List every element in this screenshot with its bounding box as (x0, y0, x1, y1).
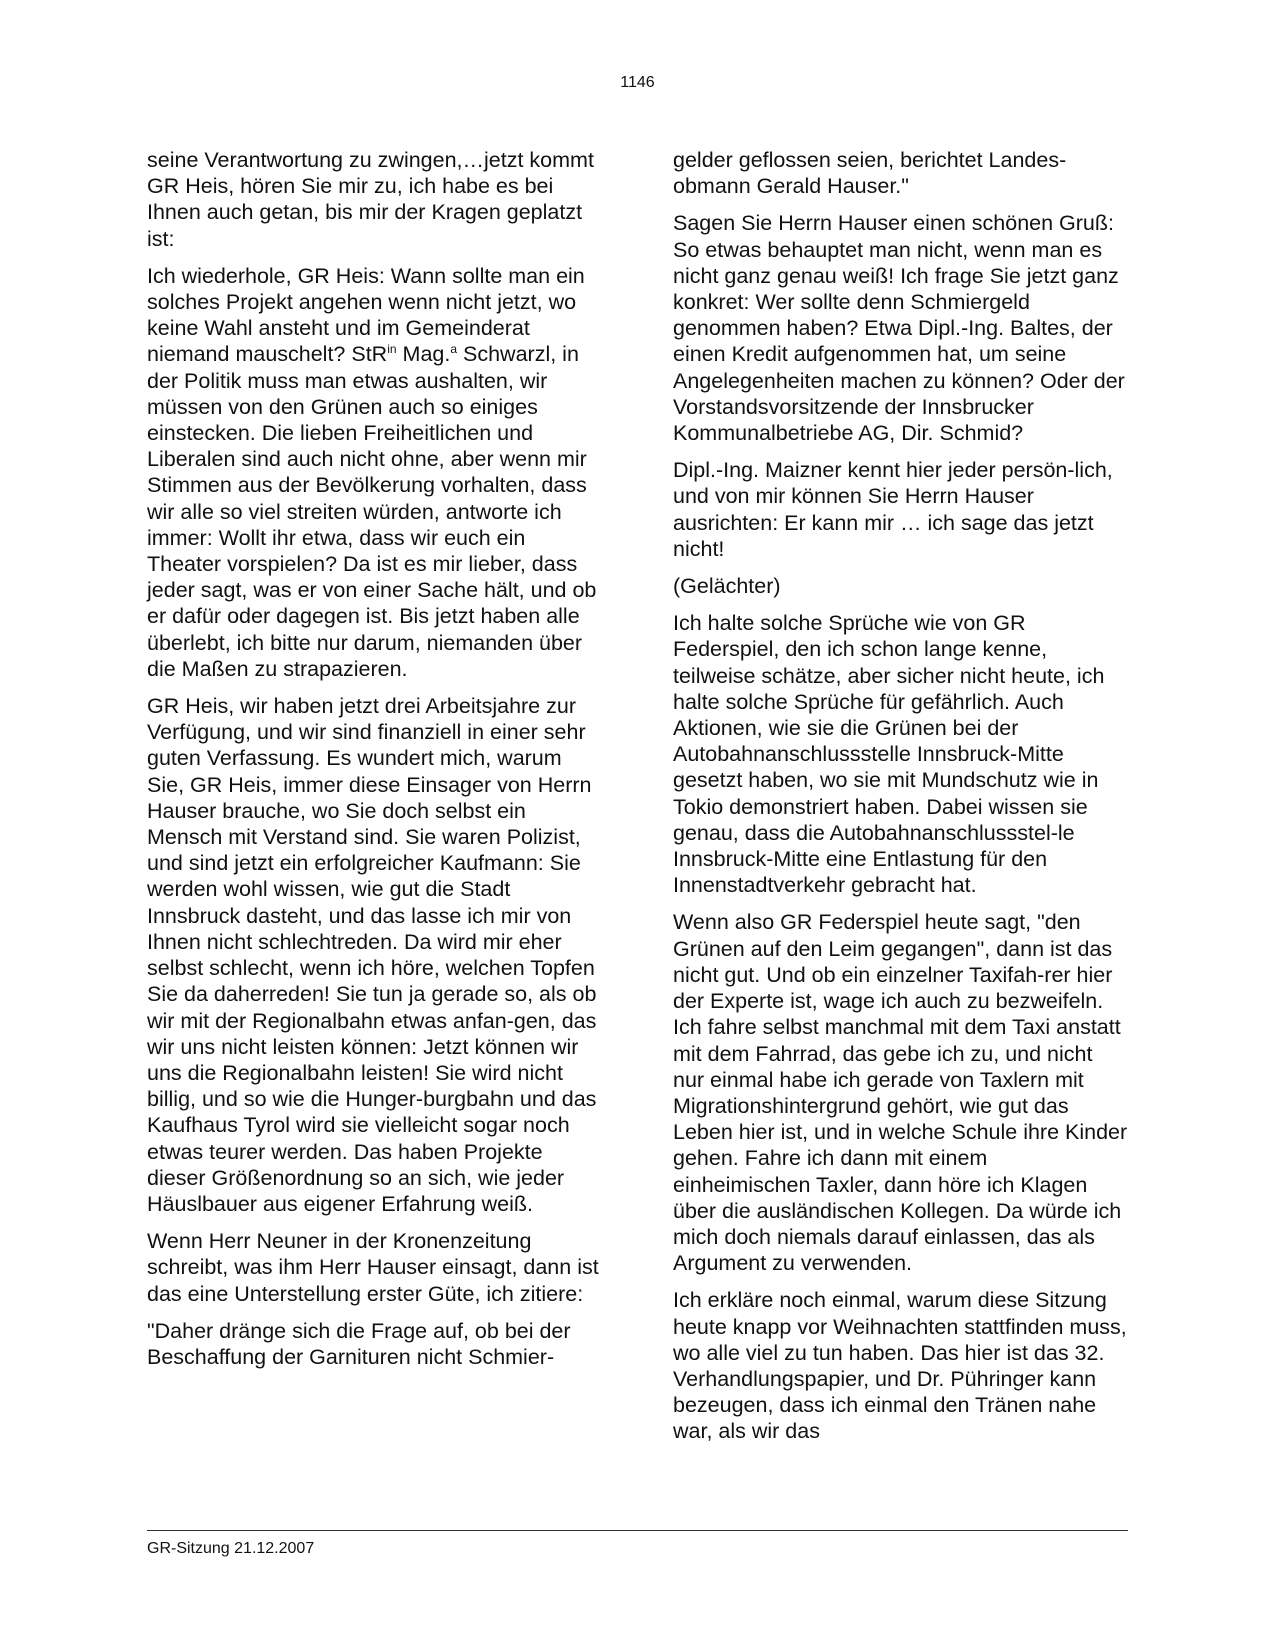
superscript: in (387, 342, 397, 357)
page-number: 1146 (620, 74, 655, 91)
paragraph: seine Verantwortung zu zwingen,…jetzt kommt GR Heis, hören Sie mir zu, ich habe es bei Ihnen auch getan, bis mir der Kragen geplatzt ist: (147, 148, 594, 251)
paragraph: Wenn Herr Neuner in der Kronenzeitung schreibt, was ihm Herr Hauser einsagt, dann ist das eine Unterstellung erster Güte, ich zitiere: (147, 1229, 599, 1306)
paragraph: gelder geflossen seien, berichtet Landes-obmann Gerald Hauser." (673, 148, 1067, 199)
paragraph-text: Ich wiederhole, GR Heis: Wann sollte man ein solches Projekt angehen wenn nicht jetzt, wo keine Wahl ansteht und im Gemeinderat niemand mauschelt? StR (147, 263, 585, 367)
paragraph: Wenn also GR Federspiel heute sagt, "den Grünen auf den Leim gegangen", dann ist das nicht gut. Und ob ein einzelner Taxifah-rer hier der Experte ist, wage ich auch zu bezweifeln. Ich fahre selbst manchmal mit dem Taxi anstatt mit dem Fahrrad, das gebe ich zu, und nicht nur einmal habe ich gerade von Taxlern mit Migrationshintergrund gehört, wie gut das Leben hier ist, und in welche Schule ihre Kinder gehen. Fahre ich dann mit einem einheimischen Taxler, dann höre ich Klagen über die ausländischen Kollegen. Da würde ich mich doch niemals darauf einlassen, das als Argument zu verwenden. (673, 910, 1128, 1276)
footer-divider (147, 1530, 1128, 1531)
paragraph: (Gelächter) (673, 574, 781, 599)
right-column (673, 147, 1128, 1456)
paragraph: Ich erkläre noch einmal, warum diese Sitzung heute knapp vor Weihnachten stattfinden muss, wo alle viel zu tun haben. Das hier ist das 32. Verhandlungspapier, und Dr. Pühringer kann bezeugen, dass ich einmal den Tränen nahe war, als wir das (673, 1288, 1127, 1444)
footer-session-date: GR-Sitzung 21.12.2007 (147, 1540, 315, 1557)
paragraph-text: Mag. (396, 342, 451, 367)
superscript: a (450, 342, 458, 357)
paragraph: Ich halte solche Sprüche wie von GR Federspiel, den ich schon lange kenne, teilweise schätze, aber sicher nicht heute, ich halte solche Sprüche für gefährlich. Auch Aktionen, wie sie die Grünen bei der Autobahnanschlussstelle Innsbruck-Mitte gesetzt haben, wo sie mit Mundschutz wie in Tokio demonstriert haben. Dabei wissen sie genau, dass die Autobahnanschlussstel-le Innsbruck-Mitte eine Entlastung für den Innenstadtverkehr gebracht hat. (673, 611, 1105, 898)
left-column (147, 147, 602, 1381)
paragraph: GR Heis, wir haben jetzt drei Arbeitsjahre zur Verfügung, und wir sind finanziell in einer sehr guten Verfassung. Es wundert mich, warum Sie, GR Heis, immer diese Einsager von Herrn Hauser brauche, wo Sie doch selbst ein Mensch mit Verstand sind. Sie waren Polizist, und sind jetzt ein erfolgreicher Kaufmann: Sie werden wohl wissen, wie gut die Stadt Innsbruck dasteht, und das lasse ich mir von Ihnen nicht schlechtreden. Da wird mir eher selbst schlecht, wenn ich höre, welchen Topfen Sie da daherreden! Sie tun ja gerade so, als ob wir mit der Regionalbahn etwas anfan-gen, das wir uns nicht leisten können: Jetzt können wir uns die Regionalbahn leisten! Sie wird nicht billig, und so wie die Hunger-burgbahn und das Kaufhaus Tyrol wird sie vielleicht sogar noch etwas teurer werden. Das haben Projekte dieser Größenordnung so an sich, wie jeder Häuslbauer aus eigener Erfahrung weiß. (147, 694, 597, 1216)
paragraph (147, 263, 602, 682)
paragraph: "Daher dränge sich die Frage auf, ob bei der Beschaffung der Garnituren nicht Schmier- (147, 1318, 571, 1369)
paragraph-text: Schwarzl, in der Politik muss man etwas aushalten, wir müssen von den Grünen auch so einiges einstecken. Die lieben Freiheitlichen und Liberalen sind auch nicht ohne, aber wenn mir Stimmen aus der Bevölkerung vorhalten, dass wir alle so viel streiten würden, antworte ich immer: Wollt ihr etwa, dass wir euch ein Theater vorspielen? Da ist es mir lieber, dass jeder sagt, was er von einer Sache hält, und ob er dafür oder dagegen ist. Bis jetzt haben alle überlebt, ich bitte nur darum, niemanden über die Maßen zu strapazieren. (147, 342, 597, 681)
paragraph: Sagen Sie Herrn Hauser einen schönen Gruß: So etwas behauptet man nicht, wenn man es nicht ganz genau weiß! Ich frage Sie jetzt ganz konkret: Wer sollte denn Schmiergeld genommen haben? Etwa Dipl.-Ing. Baltes, der einen Kredit aufgenommen hat, um seine Angelegenheiten machen zu können? Oder der Vorstandsvorsitzende der Innsbrucker Kommunalbetriebe AG, Dir. Schmid? (673, 211, 1125, 446)
paragraph: Dipl.-Ing. Maizner kennt hier jeder persön-lich, und von mir können Sie Herrn Hauser ausrichten: Er kann mir … ich sage das jetzt nicht! (673, 458, 1113, 561)
